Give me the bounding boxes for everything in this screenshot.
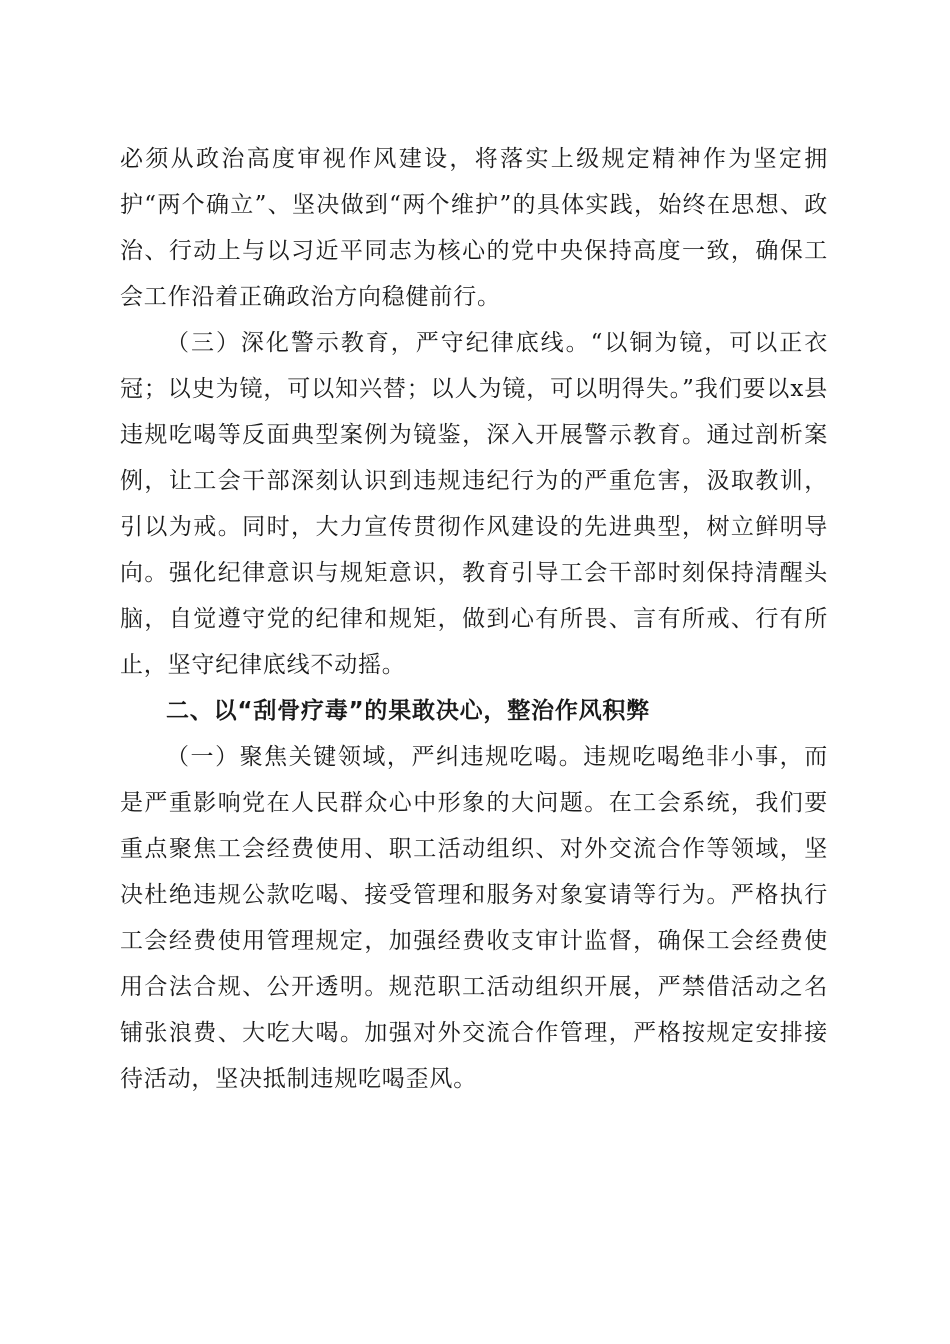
document-body (120, 136, 828, 1102)
section-heading: 二、以“刮骨疗毒”的果敢决心，整治作风积弊 (166, 698, 651, 724)
paragraph-warning-education: （三）深化警示教育，严守纪律底线。“以铜为镜，可以正衣冠；以史为镜，可以知兴替；以人为镜，可以明得失。”我们要以x县违规吃喝等反面典型案例为镜鉴，深入开展警示教育。通过剖析案例，让工会干部深刻认识到违规违纪行为的严重危害，汲取教训，引以为戒。同时，大力宣传贯彻作风建设的先进典型，树立鲜明导向。强化纪律意识与规矩意识，教育引导工会干部时刻保持清醒头脑，自觉遵守党的纪律和规矩，做到心有所畏、言有所戒、行有所止，坚守纪律底线不动摇。 (120, 330, 828, 678)
paragraph-key-areas: （一）聚焦关键领域，严纠违规吃喝。违规吃喝绝非小事，而是严重影响党在人民群众心中形象的大问题。在工会系统，我们要重点聚焦工会经费使用、职工活动组织、对外交流合作等领域，坚决杜绝违规公款吃喝、接受管理和服务对象宴请等行为。严格执行工会经费使用管理规定，加强经费收支审计监督，确保工会经费使用合法合规、公开透明。规范职工活动组织开展，严禁借活动之名铺张浪费、大吃大喝。加强对外交流合作管理，严格按规定安排接待活动，坚决抵制违规吃喝歪风。 (120, 744, 828, 1092)
paragraph-continuation: 必须从政治高度审视作风建设，将落实上级规定精神作为坚定拥护“两个确立”、坚决做到“两个维护”的具体实践，始终在思想、政治、行动上与以习近平同志为核心的党中央保持高度一致，确保工会工作沿着正确政治方向稳健前行。 (120, 146, 828, 310)
